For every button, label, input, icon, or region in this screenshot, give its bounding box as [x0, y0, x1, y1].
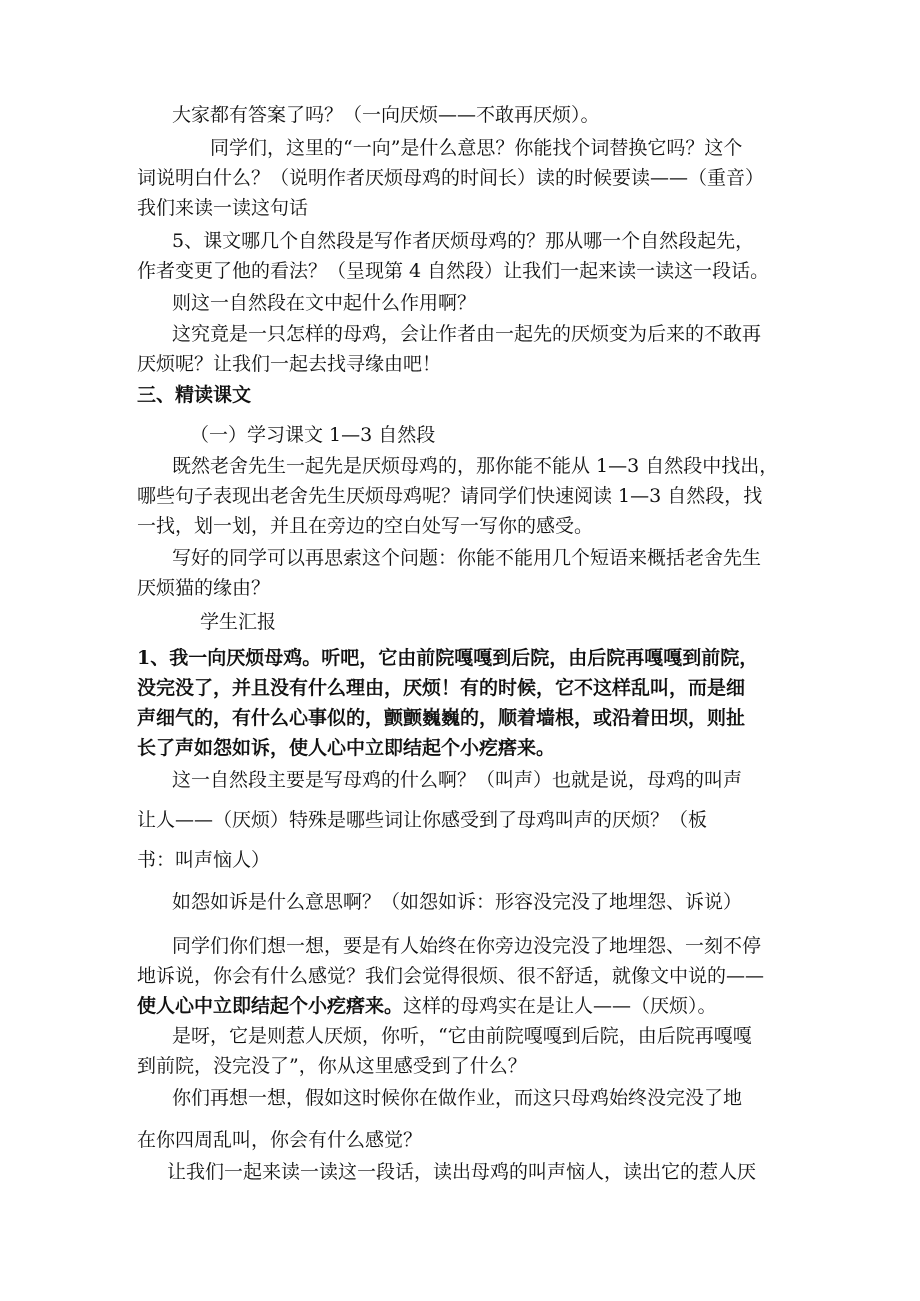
text-line: 同学们你们想一想，要是有人始终在你旁边没完没了地埋怨、一刻不停	[172, 935, 762, 957]
subheading: （一）学习课文 1—3 自然段	[190, 424, 436, 446]
section-heading: 三、精读课文	[137, 384, 252, 406]
label-student-report: 学生汇报	[200, 611, 277, 633]
bold-quote-fragment: 使人心中立即结起个小疙瘩来。	[137, 995, 404, 1017]
text-line: 5、课文哪几个自然段是写作者厌烦母鸡的？那从哪一个自然段起先，	[172, 230, 755, 252]
quote-line: 没完没了，并且没有什么理由，厌烦！有的时候，它不这样乱叫，而是细	[137, 677, 746, 699]
text-line: 大家都有答案了吗？（一向厌烦——不敢再厌烦）。	[172, 104, 600, 126]
text-line: 在你四周乱叫，你会有什么感觉？	[137, 1129, 423, 1151]
text-line: 是呀，它是则惹人厌烦，你听，“它由前院嘎嘎到后院，由后院再嘎嘎	[172, 1025, 752, 1047]
text-line: 地诉说，你会有什么感觉？我们会觉得很烦、很不舒适，就像文中说的——	[137, 965, 765, 987]
text-line: 我们来读一读这句话	[137, 197, 309, 219]
text-line: 一找，划一划，并且在旁边的空白处写一写你的感受。	[137, 515, 594, 537]
text-line: 既然老舍先生一起先是厌烦母鸡的，那你能不能从 1—3 自然段中找出，	[172, 455, 779, 477]
text-line: 同学们，这里的“一向”是什么意思？你能找个词替换它吗？这个	[210, 137, 743, 159]
text-line: 你们再想一想，假如这时候你在做作业，而这只母鸡始终没完没了地	[172, 1087, 743, 1109]
text-line: 让人——（厌烦）特殊是哪些词让你感受到了母鸡叫声的厌烦？（板	[137, 809, 708, 831]
text-line: 则这一自然段在文中起什么作用啊？	[172, 292, 477, 314]
text-line: 哪些句子表现出老舍先生厌烦母鸡呢？请同学们快速阅读 1—3 自然段，找	[137, 485, 763, 507]
text-line: 厌烦猫的缘由？	[137, 577, 271, 599]
text-line: 这究竟是一只怎样的母鸡，会让作者由一起先的厌烦变为后来的不敢再	[172, 323, 762, 345]
text-line: 作者变更了他的看法？（呈现第 4 自然段）让我们一起来读一读这一段话。	[137, 260, 770, 282]
text-line: 书：叫声恼人）	[137, 849, 271, 871]
text-line: 到前院，没完没了”，你从这里感受到了什么？	[137, 1055, 527, 1077]
quote-line: 声细气的，有什么心事似的，颤颤巍巍的，顺着墙根，或沿着田坝，则扯	[137, 707, 746, 729]
text-line: 词说明白什么？（说明作者厌烦母鸡的时间长）读的时候要读——（重音）	[137, 167, 765, 189]
quote-line: 长了声如怨如诉，使人心中立即结起个小疙瘩来。	[137, 737, 556, 759]
text-line: 这一自然段主要是写母鸡的什么啊？（叫声）也就是说，母鸡的叫声	[172, 769, 743, 791]
text-line: 如怨如诉是什么意思啊？（如怨如诉：形容没完没了地埋怨、诉说）	[172, 891, 743, 913]
text-line: 写好的同学可以再思索这个问题：你能不能用几个短语来概括老舍先生	[172, 547, 762, 569]
text-fragment: 这样的母鸡实在是让人——（厌烦）。	[403, 995, 717, 1017]
text-line: 让我们一起来读一读这一段话，读出母鸡的叫声恼人，读出它的惹人厌	[167, 1161, 757, 1183]
text-line: 厌烦呢？让我们一起去找寻缘由吧！	[137, 353, 442, 375]
quote-line: 1、我一向厌烦母鸡。听吧，它由前院嘎嘎到后院，由后院再嘎嘎到前院，	[137, 647, 759, 669]
text-line	[137, 994, 717, 1018]
